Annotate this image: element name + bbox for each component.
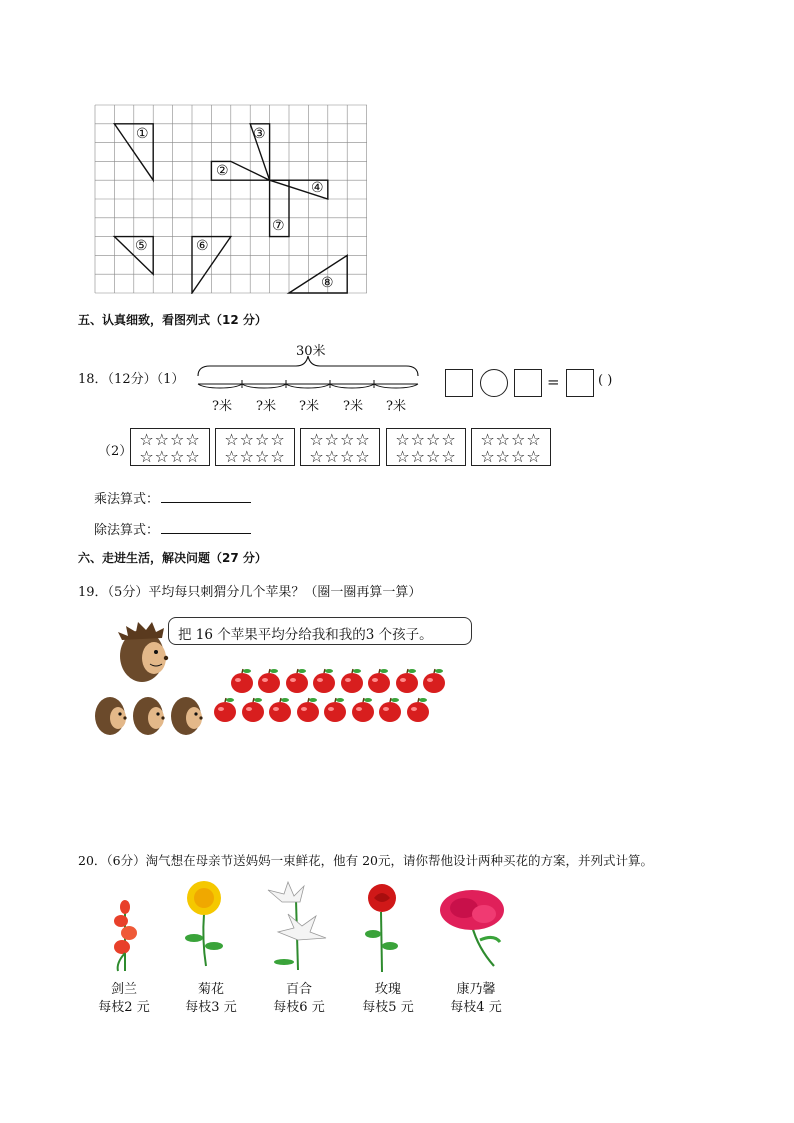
flower-1-name: 剑兰: [110, 982, 137, 997]
flower-5-name: 康乃馨: [456, 982, 496, 997]
flower-1-price: 每枝2 元: [98, 1000, 150, 1015]
q18-number: 18．（12分）（1）: [78, 372, 185, 387]
flower-4-name: 玫瑰: [374, 982, 401, 997]
grid-label-6: ⑥: [196, 238, 209, 254]
hedgehog-kids: [94, 690, 206, 738]
hedgehog-parent: [116, 620, 174, 684]
division-label: 除法算式：: [94, 523, 160, 538]
flower-1-label: [89, 981, 159, 1017]
flower-4-price: 每枝5 元: [362, 1000, 414, 1015]
flower-lily: [264, 880, 330, 972]
flower-3-label: [264, 981, 334, 1017]
answer-box-1[interactable]: [445, 369, 473, 397]
flower-2-name: 菊花: [197, 982, 224, 997]
hedgehog-kid-3: [171, 697, 203, 735]
flower-2-label: [176, 981, 246, 1017]
apple-row-top: [231, 669, 445, 693]
operator-circle[interactable]: [480, 369, 508, 397]
hedgehog-kid-2: [133, 697, 165, 735]
flower-3-price: 每枝6 元: [273, 1000, 325, 1015]
segment-label-2: ?米: [256, 399, 276, 414]
segment-label-3: ?米: [299, 399, 319, 414]
multiplication-blank[interactable]: [161, 490, 251, 503]
equals-sign: =: [547, 373, 560, 391]
flower-3-name: 百合: [285, 982, 312, 997]
answer-box-3[interactable]: [566, 369, 594, 397]
apples: [212, 664, 452, 726]
flower-chrysanthemum: [180, 880, 228, 968]
segment-label-5: ?米: [386, 399, 406, 414]
hedgehog-kid-1: [95, 697, 127, 735]
star-group-5: ☆☆☆☆ ☆☆☆☆: [471, 428, 551, 466]
star-group-3: ☆☆☆☆ ☆☆☆☆: [300, 428, 380, 466]
flower-4-label: [353, 981, 423, 1017]
speech-text: 把 16 个苹果平均分给我和我的3 个孩子。: [178, 627, 433, 643]
multiplication-label: 乘法算式：: [94, 492, 160, 507]
multiplication-line: [94, 488, 251, 507]
grid-label-2: ②: [216, 163, 229, 179]
answer-box-2[interactable]: [514, 369, 542, 397]
section6-title: 六、走进生活，解决问题（27 分）: [78, 551, 267, 565]
grid-label-3: ③: [253, 126, 266, 142]
q18-part2: （2）: [98, 444, 133, 459]
grid-label-5: ⑤: [135, 238, 148, 254]
segment-label-1: ?米: [212, 399, 232, 414]
q18-brace-diagram: [196, 354, 421, 394]
grid-label-7: ⑦: [272, 218, 285, 234]
grid-label-8: ⑧: [321, 275, 334, 291]
flower-rose: [360, 882, 404, 974]
division-blank[interactable]: [161, 521, 251, 534]
star-group-1: ☆☆☆☆ ☆☆☆☆: [130, 428, 210, 466]
star-group-4: ☆☆☆☆ ☆☆☆☆: [386, 428, 466, 466]
flower-2-price: 每枝3 元: [185, 1000, 237, 1015]
section5-title: 五、认真细致，看图列式（12 分）: [78, 313, 267, 327]
q18-total-length: 30米: [296, 344, 326, 359]
flower-carnation: [434, 886, 510, 970]
star-group-2: ☆☆☆☆ ☆☆☆☆: [215, 428, 295, 466]
flower-gladiolus: [108, 893, 142, 973]
q19-text: 19．（5分）平均每只刺猬分几个苹果？（圈一圈再算一算）: [78, 585, 422, 600]
apple-row-bottom: [214, 698, 429, 722]
unit-paren[interactable]: ( ): [598, 373, 613, 388]
q20-text: 20．（6分）淘气想在母亲节送妈妈一束鲜花，他有 20元，请你帮他设计两种买花的方案，并列式计算。: [78, 853, 653, 868]
grid-label-1: ①: [136, 126, 149, 142]
flower-5-price: 每枝4 元: [450, 1000, 502, 1015]
speech-bubble: [168, 617, 472, 645]
segment-label-4: ?米: [343, 399, 363, 414]
flower-5-label: [441, 981, 511, 1017]
grid-label-4: ④: [311, 180, 324, 196]
division-line: [94, 519, 251, 538]
